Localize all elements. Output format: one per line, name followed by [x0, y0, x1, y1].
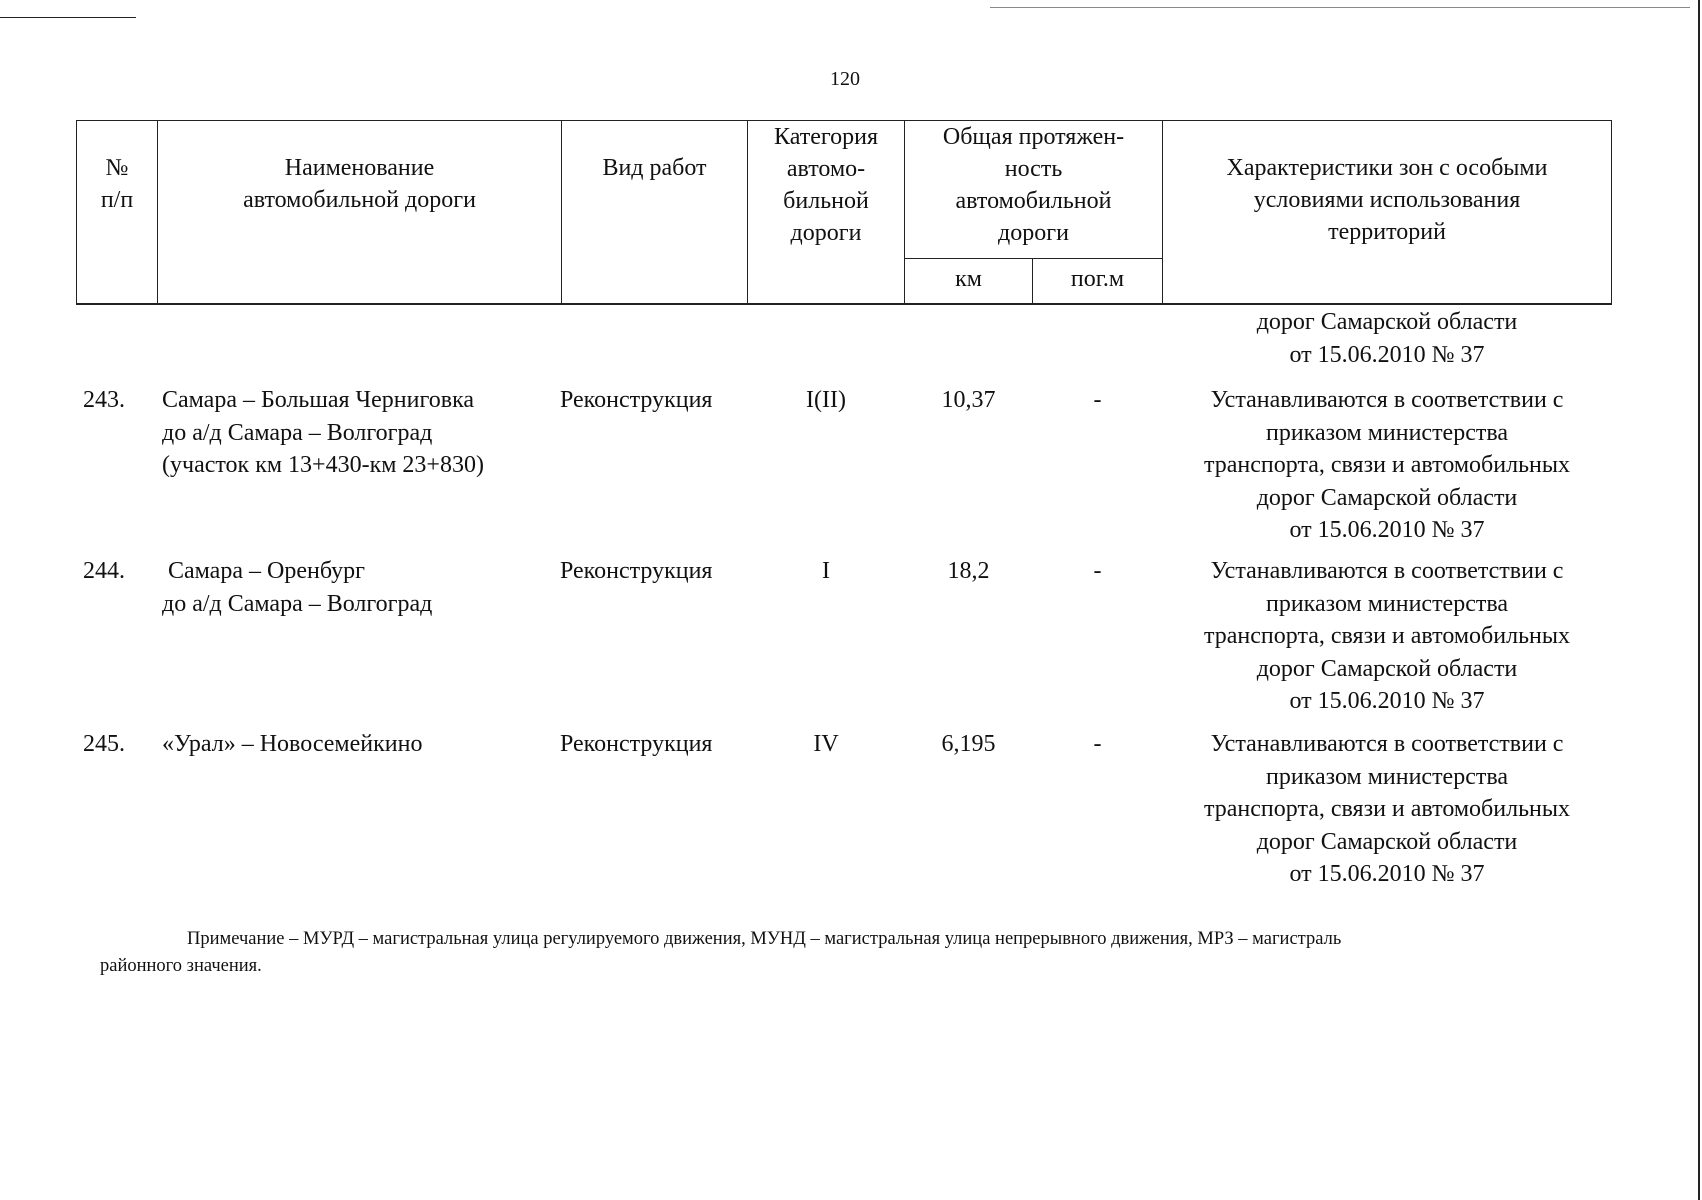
row-work-type: Реконструкция [560, 558, 713, 584]
row-m: - [1093, 731, 1102, 757]
scan-edge-line [1698, 0, 1700, 1200]
row-num: 245. [83, 731, 125, 757]
header-category: Категория автомо- бильной дороги [774, 124, 878, 246]
header-road-name: Наименование автомобильной дороги [243, 155, 476, 213]
row-category: I(II) [806, 387, 846, 413]
row-category: I [822, 558, 830, 584]
row-m: - [1093, 387, 1102, 413]
row-num: 243. [83, 387, 125, 413]
page-number: 120 [830, 68, 860, 90]
header-work-type: Вид работ [602, 155, 707, 181]
header-length-m: пог.м [1070, 266, 1125, 292]
scan-artifact-line [0, 17, 136, 18]
header-zones: Характеристики зон с особыми условиями использования территорий [1226, 155, 1548, 245]
footnote-line-2: районного значения. [100, 956, 262, 976]
header-length-km: км [955, 266, 982, 292]
row-zones: Устанавливаются в соответствии с приказом министерства транспорта, связи и автомобильных дорог Самарской области от 15.06.2010 № 37 [1204, 387, 1570, 543]
row-zones: Устанавливаются в соответствии с приказом министерства транспорта, связи и автомобильных дорог Самарской области от 15.06.2010 № 37 [1204, 731, 1570, 887]
row-road-name: Самара – Большая Черниговка до а/д Самара – Волгоград (участок км 13+430-км 23+830) [162, 387, 484, 478]
row-km: 18,2 [947, 558, 990, 584]
header-length: Общая протяжен- ность автомобильной дороги [942, 124, 1125, 246]
row-km: 6,195 [941, 731, 996, 757]
footnote-line-1: Примечание – МУРД – магистральная улица регулируемого движения, МУНД – магистральная улица непрерывного движения, МРЗ – магистраль [187, 929, 1342, 949]
scan-artifact-line [990, 7, 1690, 8]
row-road-name: «Урал» – Новосемейкино [162, 731, 423, 757]
continuation-text: дорог Самарской области от 15.06.2010 № 37 [1256, 309, 1518, 368]
header-num: № п/п [100, 155, 134, 213]
row-km: 10,37 [941, 387, 996, 413]
row-work-type: Реконструкция [560, 731, 713, 757]
row-m: - [1093, 558, 1102, 584]
row-zones: Устанавливаются в соответствии с приказом министерства транспорта, связи и автомобильных дорог Самарской области от 15.06.2010 № 37 [1204, 558, 1570, 714]
row-work-type: Реконструкция [560, 387, 713, 413]
row-road-name: Самара – Оренбург до а/д Самара – Волгоград [162, 558, 433, 617]
row-category: IV [813, 731, 839, 757]
row-num: 244. [83, 558, 125, 584]
